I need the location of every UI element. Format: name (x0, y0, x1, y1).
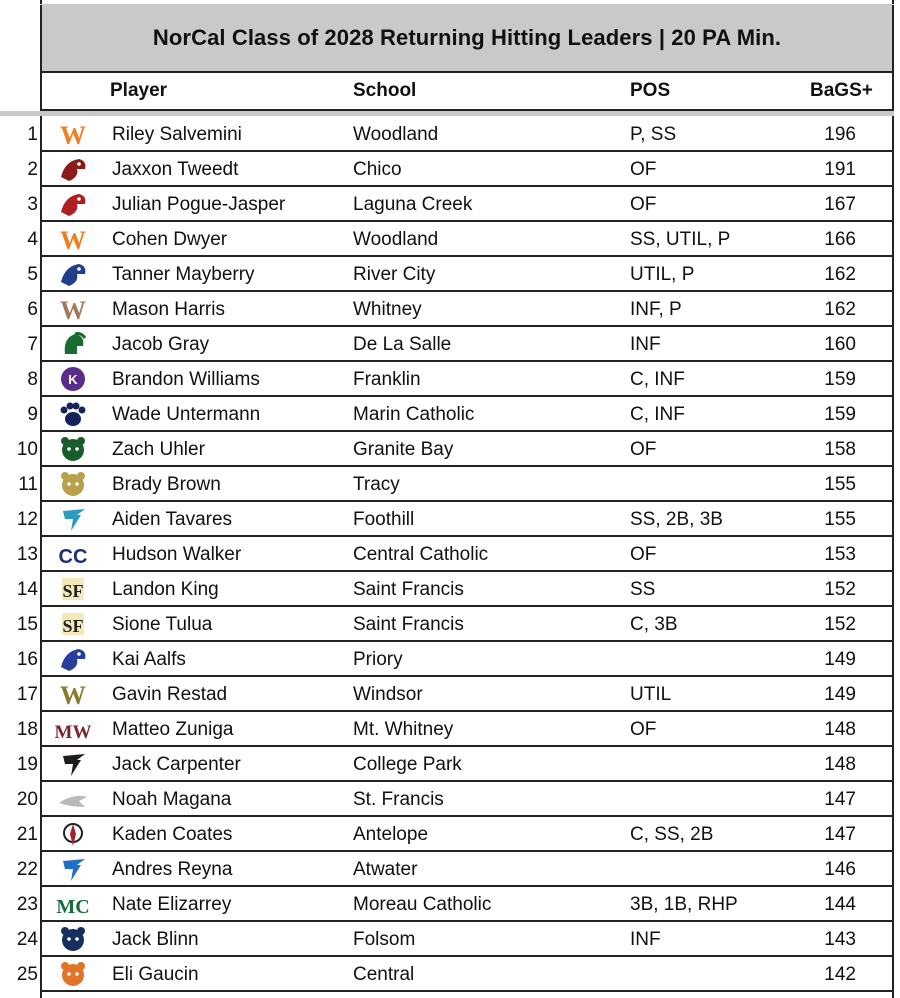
player-cell: Matteo Zuniga (112, 719, 234, 740)
school-cell: Moreau Catholic (353, 894, 492, 915)
windsor-w-logo-icon (55, 680, 91, 708)
rank-cell: 2 (27, 159, 38, 180)
school-cell: River City (353, 264, 436, 285)
svg-text:MC: MC (56, 896, 90, 918)
st-francis-shark-logo-icon (55, 785, 91, 813)
chico-panther-logo-icon (55, 155, 91, 183)
de-la-salle-spartan-logo-icon (55, 330, 91, 358)
central-grizzly-logo-icon (55, 960, 91, 988)
central-catholic-cc-logo-icon (55, 540, 91, 568)
bags-cell: 146 (824, 859, 856, 880)
bags-cell: 166 (824, 229, 856, 250)
svg-text:W: W (60, 681, 86, 708)
player-cell: Cohen Dwyer (112, 229, 228, 250)
rank-cell: 20 (16, 789, 38, 810)
folsom-bulldog-logo-icon (55, 925, 91, 953)
player-cell: Julian Pogue-Jasper (112, 194, 286, 215)
table-row (0, 117, 894, 152)
table-row (0, 677, 894, 712)
table-row (0, 712, 894, 747)
school-cell: Saint Francis (353, 579, 464, 600)
school-cell: College Park (353, 754, 462, 775)
player-cell: Jacob Gray (112, 334, 210, 355)
bags-cell: 159 (824, 404, 856, 425)
school-cell: Mt. Whitney (353, 719, 454, 740)
priory-panther-logo-icon (55, 645, 91, 673)
pos-cell: OF (630, 194, 657, 215)
bags-cell: 191 (824, 159, 856, 180)
school-cell: Laguna Creek (353, 194, 473, 215)
player-cell: Kaden Coates (112, 824, 233, 845)
whitney-w-logo-icon (55, 295, 91, 323)
bags-cell: 167 (824, 194, 856, 215)
table-row (0, 537, 894, 572)
pos-cell: INF (630, 929, 661, 950)
table-row (0, 432, 894, 467)
pos-cell: UTIL (630, 684, 672, 705)
bags-cell: 159 (824, 369, 856, 390)
header-school: School (353, 80, 417, 101)
rank-cell: 13 (16, 544, 38, 565)
table-row (0, 852, 894, 887)
antelope-titan-logo-icon (55, 820, 91, 848)
pos-cell: INF, P (630, 299, 682, 320)
table-title: NorCal Class of 2028 Returning Hitting Leaders | 20 PA Min. (42, 4, 892, 73)
player-cell: Kai Aalfs (112, 649, 186, 670)
player-cell: Zach Uhler (112, 439, 205, 460)
table-row (0, 327, 894, 362)
franklin-wildcat-logo-icon (55, 365, 91, 393)
school-cell: Windsor (353, 684, 423, 705)
pos-cell: SS, 2B, 3B (630, 509, 723, 530)
rank-cell: 15 (16, 614, 38, 635)
player-cell: Gavin Restad (112, 684, 228, 705)
school-cell: Foothill (353, 509, 415, 530)
table-row (0, 887, 894, 922)
school-cell: Whitney (353, 299, 422, 320)
player-cell: Brady Brown (112, 474, 221, 495)
rank-cell: 12 (16, 509, 38, 530)
table-row (0, 257, 894, 292)
player-cell: Wade Untermann (112, 404, 261, 425)
rank-cell: 17 (16, 684, 38, 705)
table-row (0, 782, 894, 817)
row-divider (42, 990, 894, 992)
pos-cell: OF (630, 439, 657, 460)
table-row (0, 467, 894, 502)
table-row (0, 502, 894, 537)
rank-cell: 4 (27, 229, 38, 250)
player-cell: Nate Elizarrey (112, 894, 232, 915)
pos-cell: C, INF (630, 404, 685, 425)
rank-cell: 8 (27, 369, 38, 390)
player-cell: Mason Harris (112, 299, 225, 320)
pos-cell: 3B, 1B, RHP (630, 894, 738, 915)
rank-cell: 6 (27, 299, 38, 320)
column-header-row (42, 73, 892, 111)
school-cell: Franklin (353, 369, 421, 390)
bags-cell: 149 (824, 649, 856, 670)
table-row (0, 362, 894, 397)
woodland-w-logo-icon (55, 225, 91, 253)
school-cell: St. Francis (353, 789, 444, 810)
pos-cell: C, 3B (630, 614, 678, 635)
player-cell: Aiden Tavares (112, 509, 233, 530)
bags-cell: 155 (824, 509, 856, 530)
school-cell: Central (353, 964, 415, 985)
pos-cell: OF (630, 159, 657, 180)
bags-cell: 147 (824, 789, 856, 810)
school-cell: Granite Bay (353, 439, 454, 460)
woodland-w-logo-icon (55, 120, 91, 148)
school-cell: Saint Francis (353, 614, 464, 635)
table-row (0, 922, 894, 957)
table-row (0, 292, 894, 327)
bags-cell: 148 (824, 754, 856, 775)
player-cell: Andres Reyna (112, 859, 233, 880)
svg-text:CC: CC (58, 546, 88, 568)
tracy-bulldog-logo-icon (55, 470, 91, 498)
svg-text:W: W (60, 226, 86, 253)
table-row (0, 817, 894, 852)
river-city-raven-logo-icon (55, 260, 91, 288)
moreau-catholic-mc-logo-icon (55, 890, 91, 918)
pos-cell: SS (630, 579, 656, 600)
laguna-creek-cardinal-logo-icon (55, 190, 91, 218)
rank-cell: 1 (27, 124, 38, 145)
bags-cell: 142 (824, 964, 856, 985)
rank-cell: 5 (27, 264, 38, 285)
table-row (0, 397, 894, 432)
pos-cell: OF (630, 544, 657, 565)
freeze-pane-divider[interactable] (0, 111, 894, 116)
table-row (0, 957, 894, 992)
bags-cell: 148 (824, 719, 856, 740)
player-cell: Noah Magana (112, 789, 232, 810)
school-cell: Central Catholic (353, 544, 489, 565)
bags-cell: 162 (824, 264, 856, 285)
header-bags: BaGS+ (810, 80, 873, 101)
svg-text:K: K (68, 372, 78, 387)
player-cell: Riley Salvemini (112, 124, 242, 145)
school-cell: Chico (353, 159, 402, 180)
saint-francis-sf-logo-icon (55, 575, 91, 603)
bags-cell: 152 (824, 579, 856, 600)
player-cell: Eli Gaucin (112, 964, 199, 985)
table-row (0, 572, 894, 607)
pos-cell: UTIL, P (630, 264, 695, 285)
school-cell: Priory (353, 649, 403, 670)
school-cell: Atwater (353, 859, 418, 880)
mt-whitney-mw-logo-icon (55, 715, 91, 743)
granite-bay-grizzly-logo-icon (55, 435, 91, 463)
bags-cell: 147 (824, 824, 856, 845)
bags-cell: 152 (824, 614, 856, 635)
school-cell: Woodland (353, 229, 439, 250)
player-cell: Landon King (112, 579, 219, 600)
table-row (0, 187, 894, 222)
pos-cell: INF (630, 334, 661, 355)
school-cell: Tracy (353, 474, 400, 495)
rank-cell: 7 (27, 334, 38, 355)
school-cell: De La Salle (353, 334, 452, 355)
table-row (0, 642, 894, 677)
school-cell: Marin Catholic (353, 404, 475, 425)
player-cell: Jaxxon Tweedt (112, 159, 239, 180)
rank-cell: 24 (16, 929, 38, 950)
rank-cell: 18 (16, 719, 38, 740)
school-cell: Folsom (353, 929, 416, 950)
bags-cell: 149 (824, 684, 856, 705)
bags-cell: 162 (824, 299, 856, 320)
pos-cell: C, INF (630, 369, 685, 390)
rank-cell: 9 (27, 404, 38, 425)
bags-cell: 143 (824, 929, 856, 950)
rank-cell: 3 (27, 194, 38, 215)
bags-cell: 160 (824, 334, 856, 355)
rank-cell: 22 (16, 859, 38, 880)
table-row (0, 747, 894, 782)
player-cell: Tanner Mayberry (112, 264, 255, 285)
college-park-falcon-logo-icon (55, 750, 91, 778)
school-cell: Woodland (353, 124, 439, 145)
foothill-falcon-logo-icon (55, 505, 91, 533)
rank-cell: 25 (16, 964, 38, 985)
saint-francis-sf-logo-icon (55, 610, 91, 638)
svg-text:SF: SF (62, 616, 84, 636)
bags-cell: 196 (824, 124, 856, 145)
table-row (0, 607, 894, 642)
school-cell: Antelope (353, 824, 429, 845)
rank-cell: 23 (16, 894, 38, 915)
bags-cell: 155 (824, 474, 856, 495)
rank-cell: 19 (16, 754, 38, 775)
svg-text:MW: MW (55, 722, 91, 743)
player-cell: Brandon Williams (112, 369, 260, 390)
pos-cell: P, SS (630, 124, 677, 145)
rank-cell: 11 (18, 474, 38, 495)
marin-catholic-paw-logo-icon (55, 400, 91, 428)
player-cell: Hudson Walker (112, 544, 242, 565)
svg-text:W: W (60, 296, 86, 323)
header-player: Player (110, 80, 168, 101)
rank-cell: 10 (16, 439, 38, 460)
bags-cell: 153 (824, 544, 856, 565)
table-row (0, 152, 894, 187)
pos-cell: C, SS, 2B (630, 824, 714, 845)
atwater-falcon-logo-icon (55, 855, 91, 883)
rank-cell: 14 (16, 579, 38, 600)
pos-cell: OF (630, 719, 657, 740)
svg-text:SF: SF (62, 581, 84, 601)
player-cell: Sione Tulua (112, 614, 213, 635)
svg-text:W: W (60, 121, 86, 148)
player-cell: Jack Carpenter (112, 754, 241, 775)
bags-cell: 144 (824, 894, 856, 915)
rank-cell: 16 (16, 649, 38, 670)
table-row (0, 222, 894, 257)
header-pos: POS (630, 80, 671, 101)
pos-cell: SS, UTIL, P (630, 229, 731, 250)
player-cell: Jack Blinn (112, 929, 199, 950)
rank-cell: 21 (16, 824, 38, 845)
bags-cell: 158 (824, 439, 856, 460)
